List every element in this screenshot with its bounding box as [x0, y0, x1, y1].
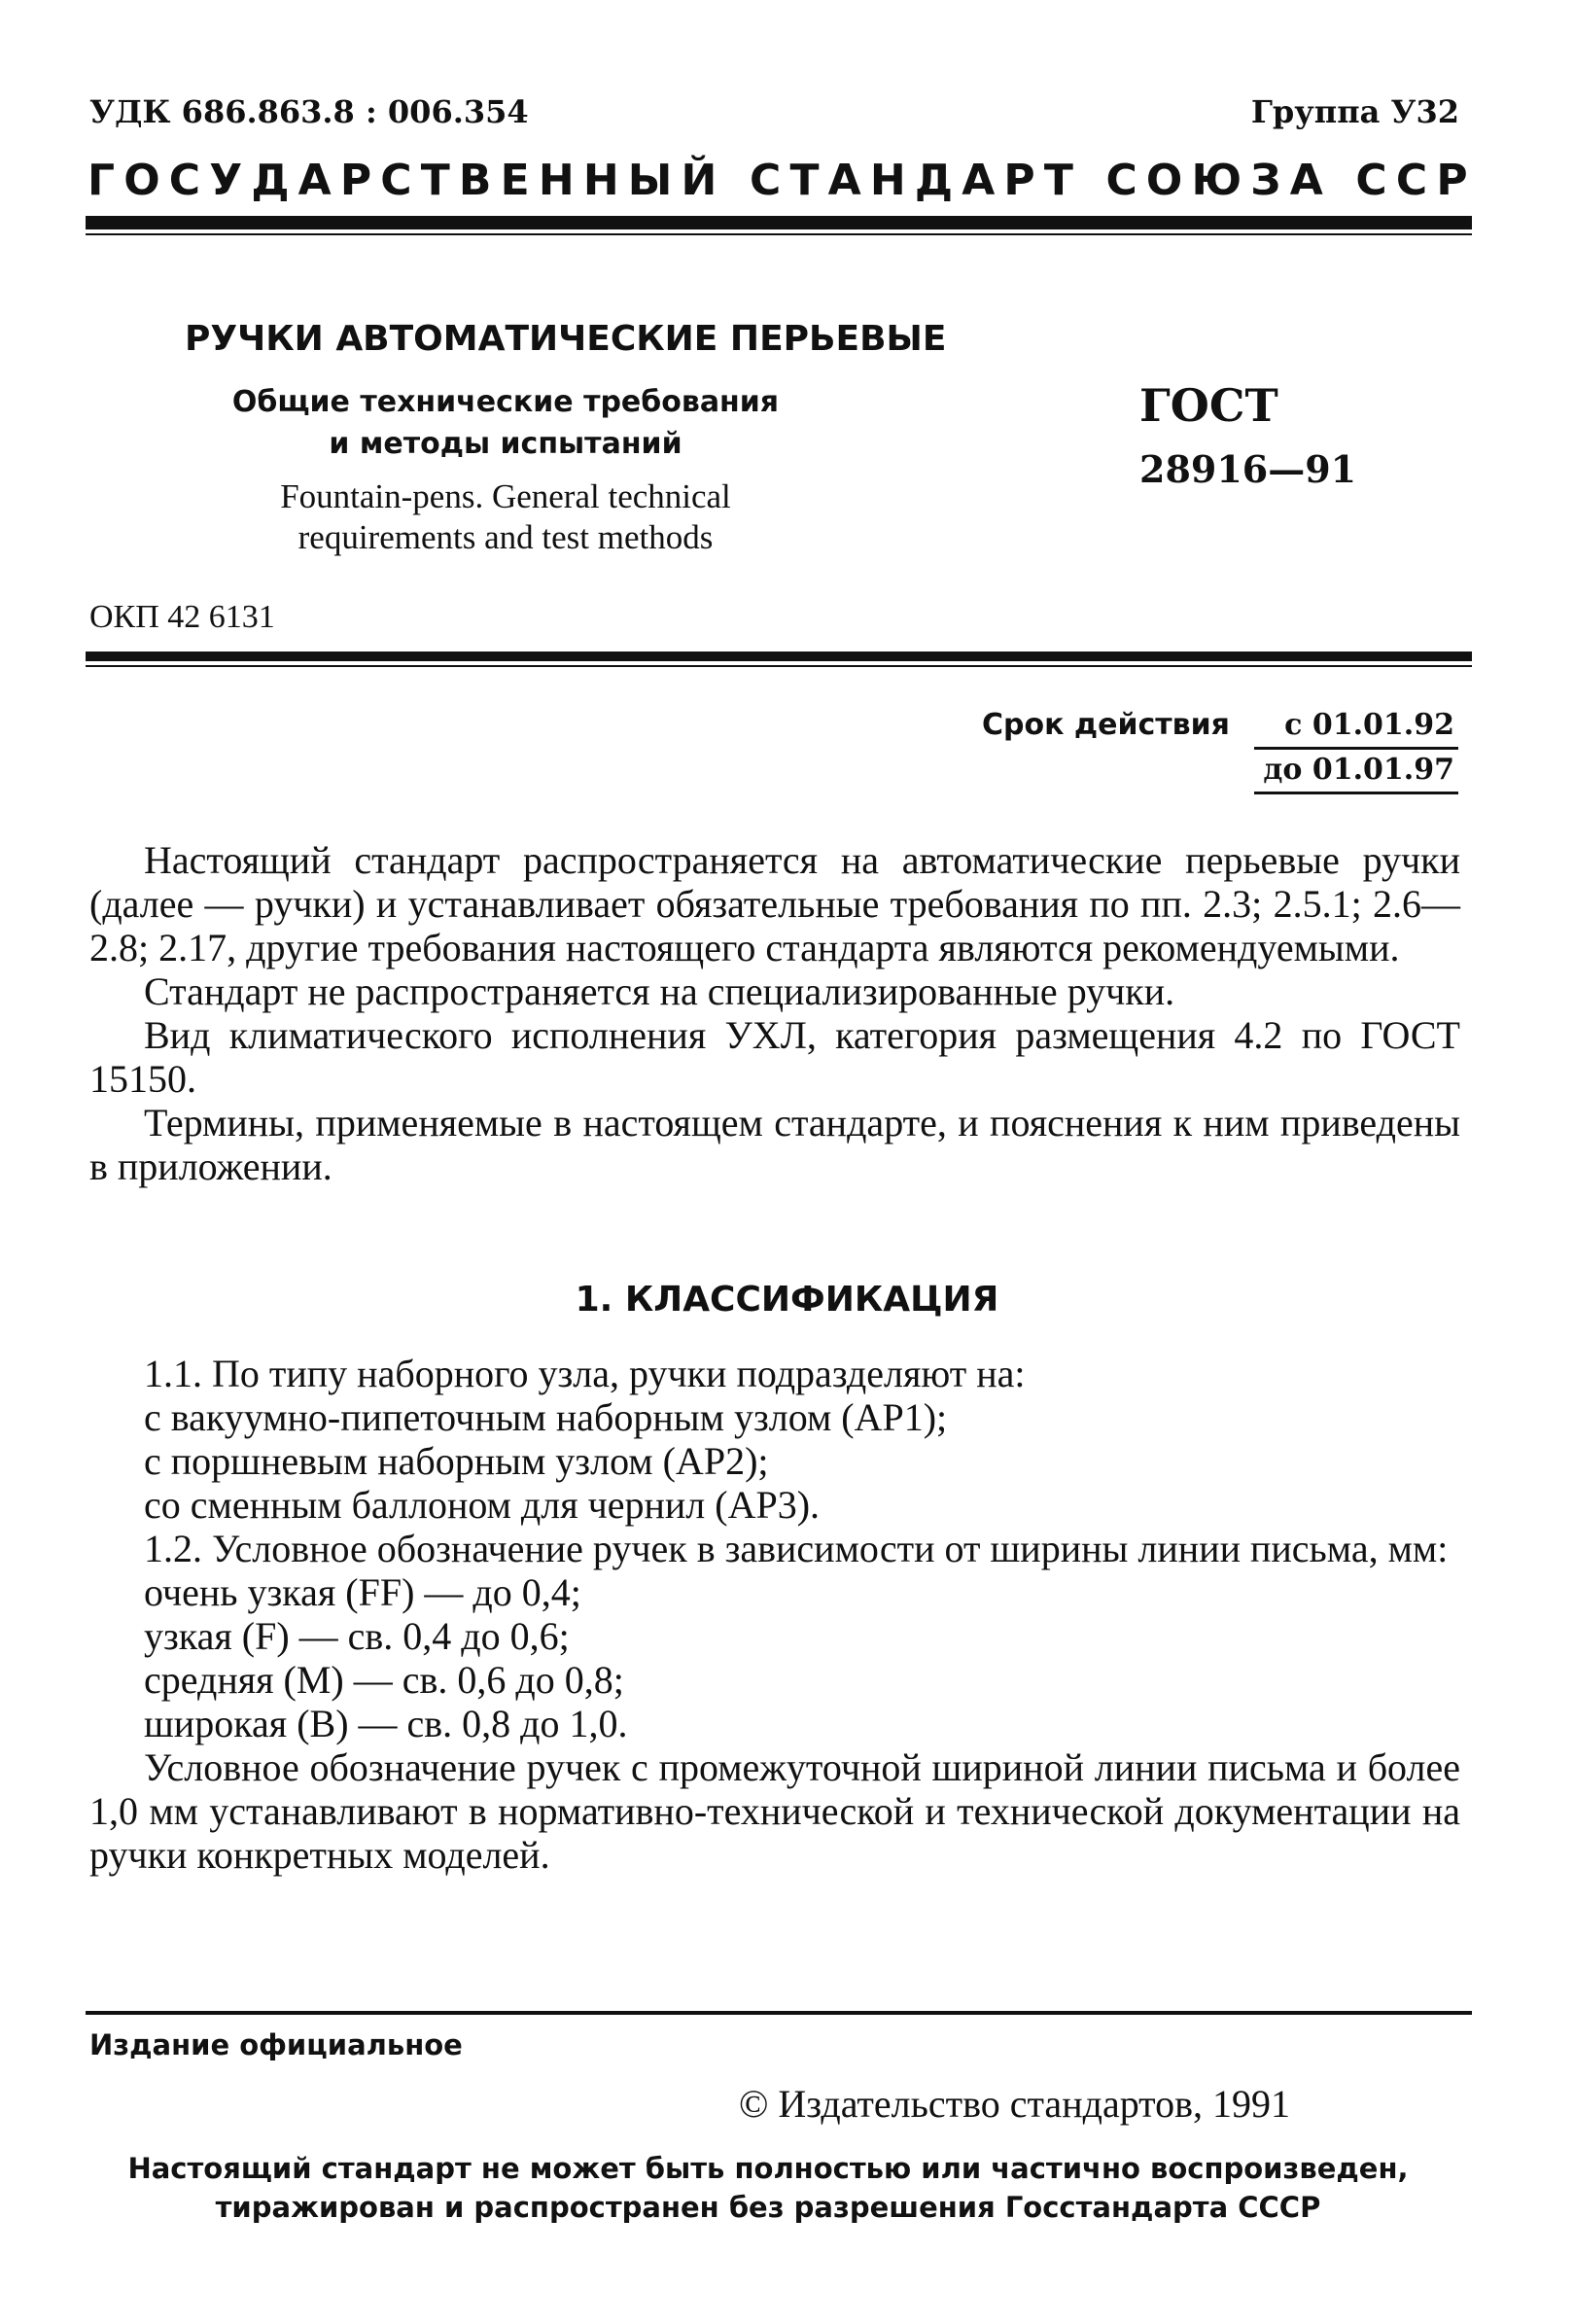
heading-letter: Т: [1043, 156, 1073, 205]
intro-block: [89, 838, 1460, 1188]
title-rule-thin: [86, 665, 1472, 667]
validity-label: Срок действия: [982, 708, 1230, 742]
clause-1-2: 1.2. Условное обозначение ручек в зависимости от ширины линии письма, мм:: [144, 1527, 1449, 1570]
heading-letter: У: [209, 156, 243, 205]
heading-letter: В: [458, 156, 492, 205]
english-title: [185, 476, 826, 558]
footer-rule: [86, 2011, 1472, 2015]
gost-label: ГОСТ: [1139, 379, 1278, 432]
heading-letter: С: [168, 156, 201, 205]
heading-gap: [1082, 156, 1097, 205]
intro-paragraph: Термины, применяемые в настоящем стандарте, и пояснения к ним приведены в приложении.: [89, 1101, 1460, 1188]
edition-label: Издание официальное: [89, 2028, 463, 2061]
reproduction-notice: Настоящий стандарт не может быть полностью или частично воспроизведен, тиражирован и распространен без разрешения Госстандарта СССР: [127, 2152, 1409, 2224]
heading-letter: А: [962, 156, 996, 205]
section-1-block: [89, 1352, 1460, 1877]
clause-1-1: 1.1. По типу наборного узла, ручки подразделяют на:: [144, 1352, 1026, 1395]
english-line-1: Fountain-pens. General technical: [280, 477, 731, 515]
heading-letter: Р: [1436, 156, 1468, 205]
document-title: РУЧКИ АВТОМАТИЧЕСКИЕ ПЕРЬЕВЫЕ: [185, 319, 947, 359]
heading-letter: Н: [582, 156, 619, 205]
heading-letter: С: [1395, 156, 1428, 205]
heading-letter: С: [750, 156, 782, 205]
title-rule-thick: [86, 651, 1472, 661]
heading-letter: З: [1250, 156, 1281, 205]
heading-letter: Й: [681, 156, 717, 205]
intro-paragraph: Стандарт не распространяется на специализированные ручки.: [144, 969, 1175, 1013]
heading-letter: Ю: [1191, 156, 1242, 205]
list-item: широкая (B) — св. 0,8 до 1,0.: [144, 1702, 628, 1745]
list-item: с поршневым наборным узлом (АР2);: [144, 1439, 769, 1483]
heading-letter: О: [123, 156, 160, 205]
intro-paragraph: Вид климатического исполнения УХЛ, категория размещения 4.2 по ГОСТ 15150.: [89, 1013, 1460, 1101]
list-item: с вакуумно-пипеточным наборным узлом (АР1);: [144, 1395, 948, 1439]
heading-letter: Д: [914, 156, 954, 205]
heading-letter: С: [380, 156, 412, 205]
heading-letter: А: [827, 156, 861, 205]
note-paragraph: Условное обозначение ручек с промежуточной шириной линии письма и более 1,0 мм устанавливают в нормативно-технической и технической документации на ручки конкретных моделей.: [89, 1745, 1460, 1877]
state-standard-heading: [87, 156, 1468, 205]
validity-underline-2: [1254, 792, 1458, 794]
heading-letter: Е: [500, 156, 530, 205]
subtitle-line-2: и методы испытаний: [329, 427, 682, 461]
list-item: со сменным баллоном для чернил (АР3).: [144, 1483, 821, 1527]
heading-letter: А: [297, 156, 332, 205]
heading-gap: [726, 156, 741, 205]
subtitle-line-1: Общие технические требования: [231, 385, 780, 419]
heading-letter: О: [1145, 156, 1183, 205]
heading-letter: Т: [789, 156, 820, 205]
document-subtitle: [185, 381, 826, 465]
intro-paragraph: Настоящий стандарт распространяется на автоматические перьевые ручки (далее — ручки) и устанавливает обязательные требования по пп. 2.3; 2.5.1; 2.6—2.8; 2.17, другие требования настоящего стандарта являются рекомендуемыми.: [89, 838, 1460, 969]
section-heading: 1. КЛАССИФИКАЦИЯ: [575, 1280, 999, 1320]
heading-letter: С: [1105, 156, 1137, 205]
heading-letter: Н: [869, 156, 906, 205]
heading-letter: Р: [1003, 156, 1035, 205]
gost-number: 28916—91: [1139, 447, 1357, 491]
heading-letter: Г: [87, 156, 116, 205]
group-code: Группа У32: [1250, 93, 1459, 130]
heading-letter: Н: [538, 156, 575, 205]
header-rule-thick: [86, 216, 1472, 229]
header-rule-thin: [86, 233, 1472, 235]
heading-letter: А: [1289, 156, 1323, 205]
list-item: средняя (M) — св. 0,6 до 0,8;: [144, 1658, 624, 1702]
heading-letter: С: [1355, 156, 1387, 205]
validity-from: с 01.01.92: [1284, 708, 1454, 742]
validity-to: до 01.01.97: [1263, 753, 1454, 787]
heading-letter: Ы: [627, 156, 673, 205]
list-item: узкая (F) — св. 0,4 до 0,6;: [144, 1614, 570, 1658]
okp-code: ОКП 42 6131: [89, 599, 275, 635]
validity-underline-1: [1254, 747, 1458, 750]
heading-gap: [1332, 156, 1347, 205]
heading-letter: Т: [420, 156, 450, 205]
heading-letter: Д: [251, 156, 290, 205]
copyright-line: © Издательство стандартов, 1991: [739, 2082, 1291, 2126]
udk-code: УДК 686.863.8 : 006.354: [89, 93, 529, 130]
heading-letter: Р: [339, 156, 372, 205]
english-line-2: requirements and test methods: [297, 518, 714, 556]
list-item: очень узкая (FF) — до 0,4;: [144, 1570, 581, 1614]
